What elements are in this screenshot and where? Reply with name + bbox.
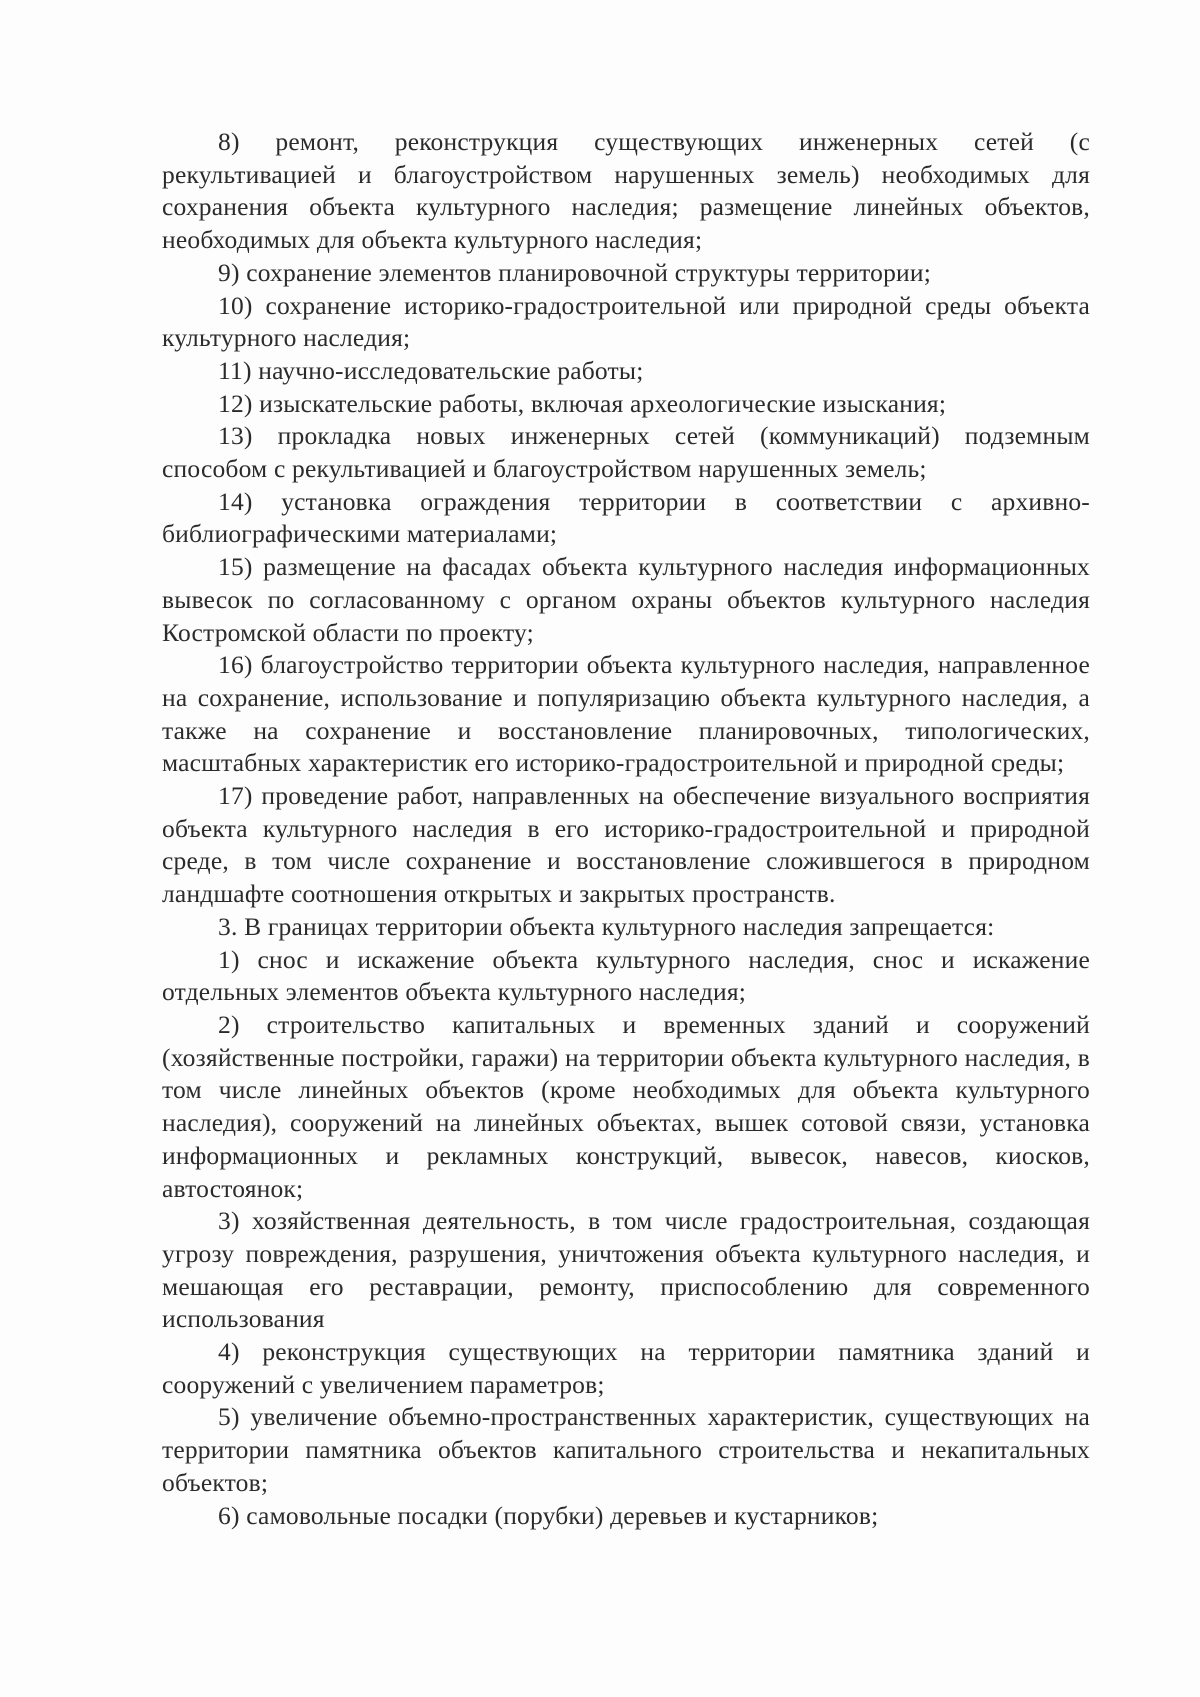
- paragraph-item-8: 8) ремонт, реконструкция существующих инженерных сетей (с рекультивацией и благоустройством нарушенных земель) необходимых для сохранения объекта культурного наследия; размещение линейных объектов, необходимых для объекта культурного наследия;: [162, 127, 1090, 255]
- document-body: [162, 126, 1090, 1532]
- section-heading-3: 3. В границах территории объекта культурного наследия запрещается:: [218, 911, 995, 941]
- prohibited-item-2: 2) строительство капитальных и временных зданий и сооружений (хозяйственные постройки, гаражи) на территории объекта культурного наследия, в том числе линейных объектов (кроме необходимых для объекта культурного наследия), сооружений на линейных объектах, вышек сотовой связи, установка информационных и рекламных конструкций, вывесок, навесов, киосков, автостоянок;: [162, 1009, 1090, 1203]
- paragraph-item-11: 11) научно-исследовательские работы;: [218, 355, 644, 385]
- paragraph-item-16: 16) благоустройство территории объекта культурного наследия, направленное на сохранение, использование и популяризацию объекта культурного наследия, а также на сохранение и восстановление планировочных, типологических, масштабных характеристик его историко-градостроительной и природной среды;: [162, 650, 1090, 778]
- paragraph-item-14: 14) установка ограждения территории в соответствии с архивно-библиографическими материалами;: [162, 486, 1090, 549]
- paragraph-item-10: 10) сохранение историко-градостроительной или природной среды объекта культурного наследия;: [162, 290, 1090, 353]
- prohibited-item-4: 4) реконструкция существующих на территории памятника зданий и сооружений с увеличением параметров;: [162, 1337, 1090, 1399]
- prohibited-item-6: 6) самовольные посадки (порубки) деревьев и кустарников;: [218, 1500, 879, 1530]
- paragraph-item-9: 9) сохранение элементов планировочной структуры территории;: [218, 257, 931, 287]
- prohibited-item-1: 1) снос и искажение объекта культурного наследия, снос и искажение отдельных элементов объекта культурного наследия;: [162, 944, 1090, 1007]
- paragraph-item-17: 17) проведение работ, направленных на обеспечение визуального восприятия объекта культурного наследия в его историко-градостроительной и природной среде, в том числе сохранение и восстановление сложившегося в природном ландшафте соотношения открытых и закрытых пространств.: [162, 781, 1090, 909]
- paragraph-item-13: 13) прокладка новых инженерных сетей (коммуникаций) подземным способом с рекультивацией и благоустройством нарушенных земель;: [162, 421, 1090, 484]
- paragraph-item-15: 15) размещение на фасадах объекта культурного наследия информационных вывесок по согласованному с органом охраны объектов культурного наследия Костромской области по проекту;: [162, 552, 1090, 647]
- prohibited-item-3: 3) хозяйственная деятельность, в том числе градостроительная, создающая угрозу повреждения, разрушения, уничтожения объекта культурного наследия, и мешающая его реставрации, ремонту, приспособлению для современного использования: [162, 1206, 1090, 1334]
- paragraph-item-12: 12) изыскательские работы, включая археологические изыскания;: [218, 388, 947, 418]
- prohibited-item-5: 5) увеличение объемно-пространственных характеристик, существующих на территории памятника объектов капитального строительства и некапитальных объектов;: [162, 1402, 1090, 1497]
